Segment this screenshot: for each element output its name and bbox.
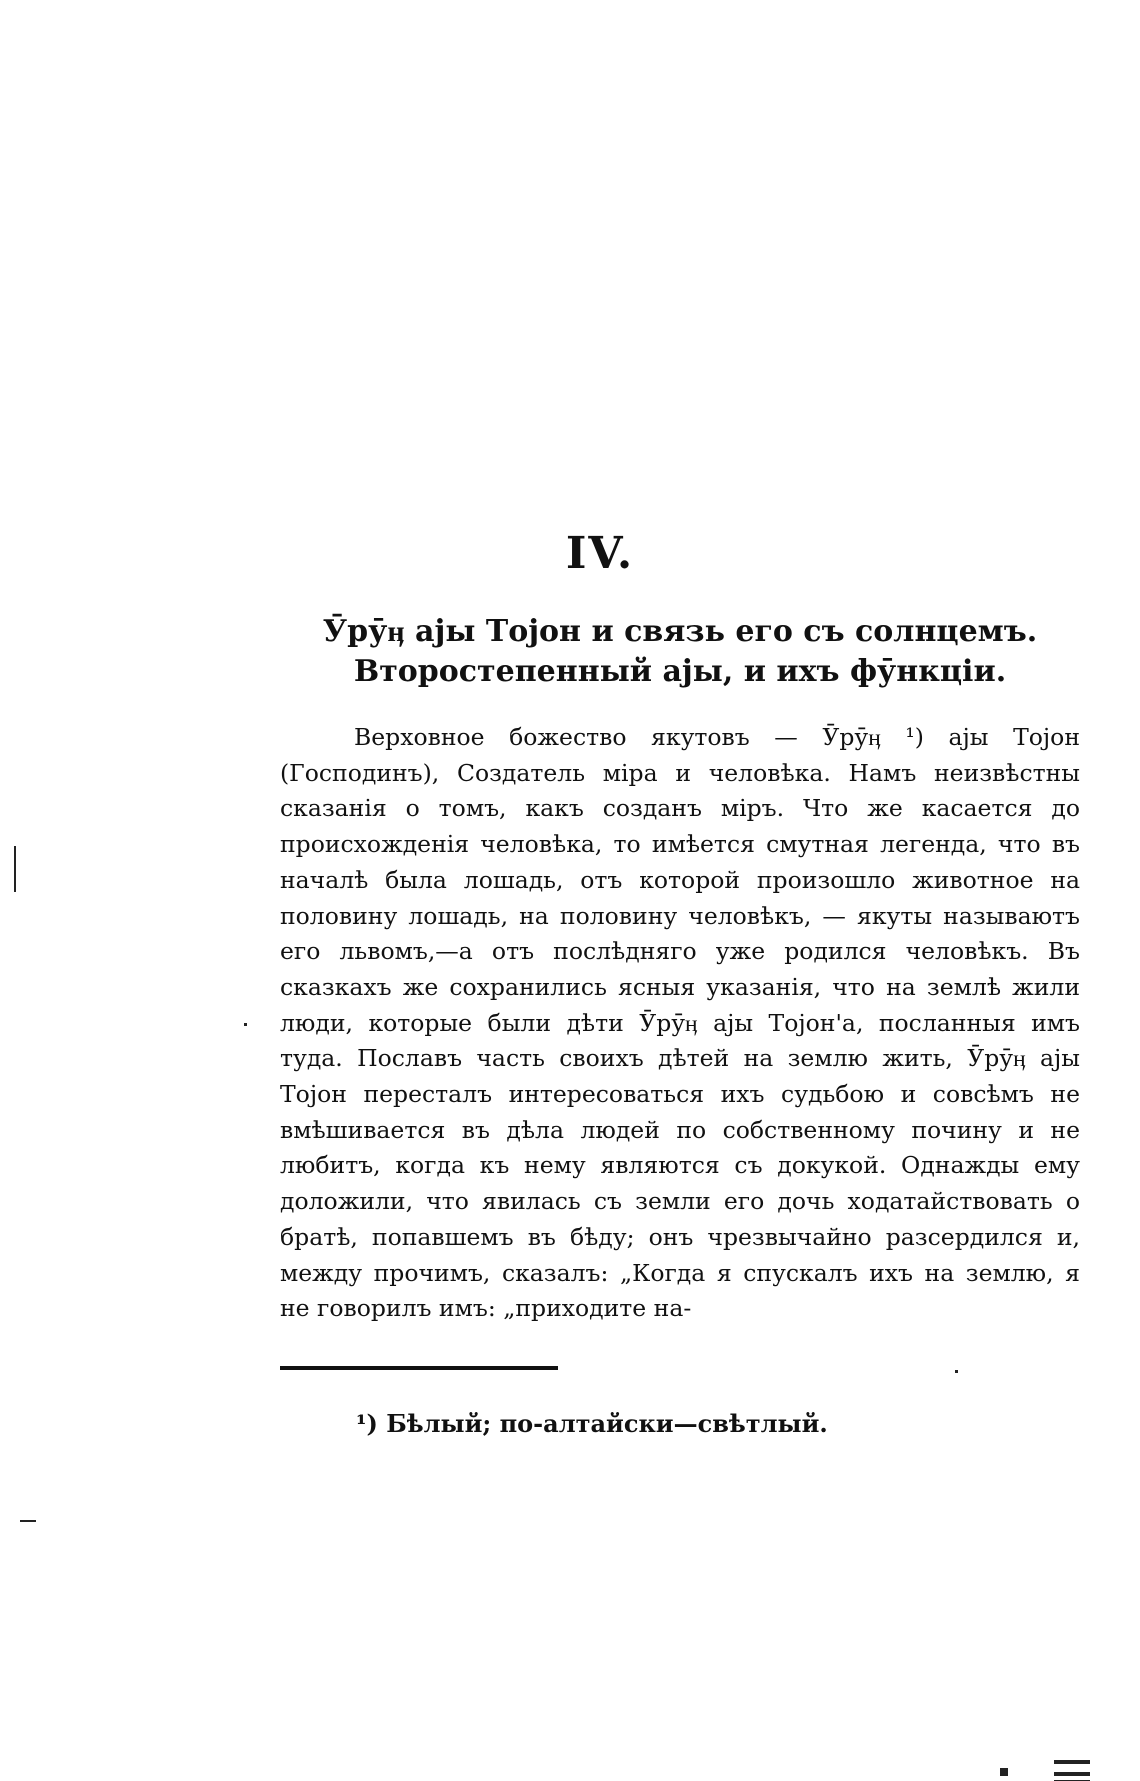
footnote: ¹) Бѣлый; по-алтайски—свѣтлый. [356,1409,828,1438]
body-paragraph: Верховное божество якутовъ — Ӯрӯӊ ¹) ајы Тојон (Господинъ), Создатель міра и человѣка. Намъ неизвѣстны сказанія о томъ, какъ созданъ міръ. Что же касается до происхожденія человѣка, то имѣется смутная легенда, что въ началѣ была лошадь, отъ которой произошло животное на половину лошадь, на половину человѣкъ, — якуты называютъ его львомъ,—а отъ послѣдняго уже родился человѣкъ. Въ сказкахъ же сохранились ясныя указанія, что на землѣ жили люди, которые были дѣти Ӯрӯӊ ајы Тојон'а, посланныя имъ туда. Пославъ часть своихъ дѣтей на землю жить, Ӯрӯӊ ајы Тојон пересталъ интересоваться ихъ судьбою и совсѣмъ не вмѣшивается въ дѣла людей по собственному почину и не любитъ, когда къ нему являются съ докукой. Однажды ему доложили, что явилась съ земли его дочь ходатайствовать о братѣ, попавшемъ въ бѣду; онъ чрезвычайно разсердился и, между прочимъ, сказалъ: „Когда я спускалъ ихъ на землю, я не говорилъ имъ: „приходите на- [280,723,1080,1323]
scan-artifact-mark [14,846,16,892]
scan-artifact-dot [244,1023,247,1026]
scan-artifact-dot [955,1370,958,1373]
scan-artifact-mark [1000,1768,1008,1776]
chapter-title-line-1: Ӯрӯӊ ајы Тојон и связь его съ солнцемъ. [322,614,1038,649]
scan-artifact-mark [1054,1772,1090,1776]
chapter-title-line-2: Второстепенный ајы, и ихъ фӯнкціи. [353,654,1007,689]
chapter-title [275,612,1085,692]
scan-artifact-mark [1054,1760,1090,1764]
footnote-separator-rule [280,1366,558,1370]
scan-artifact-mark [20,1520,36,1522]
chapter-number: IV. [565,528,635,579]
